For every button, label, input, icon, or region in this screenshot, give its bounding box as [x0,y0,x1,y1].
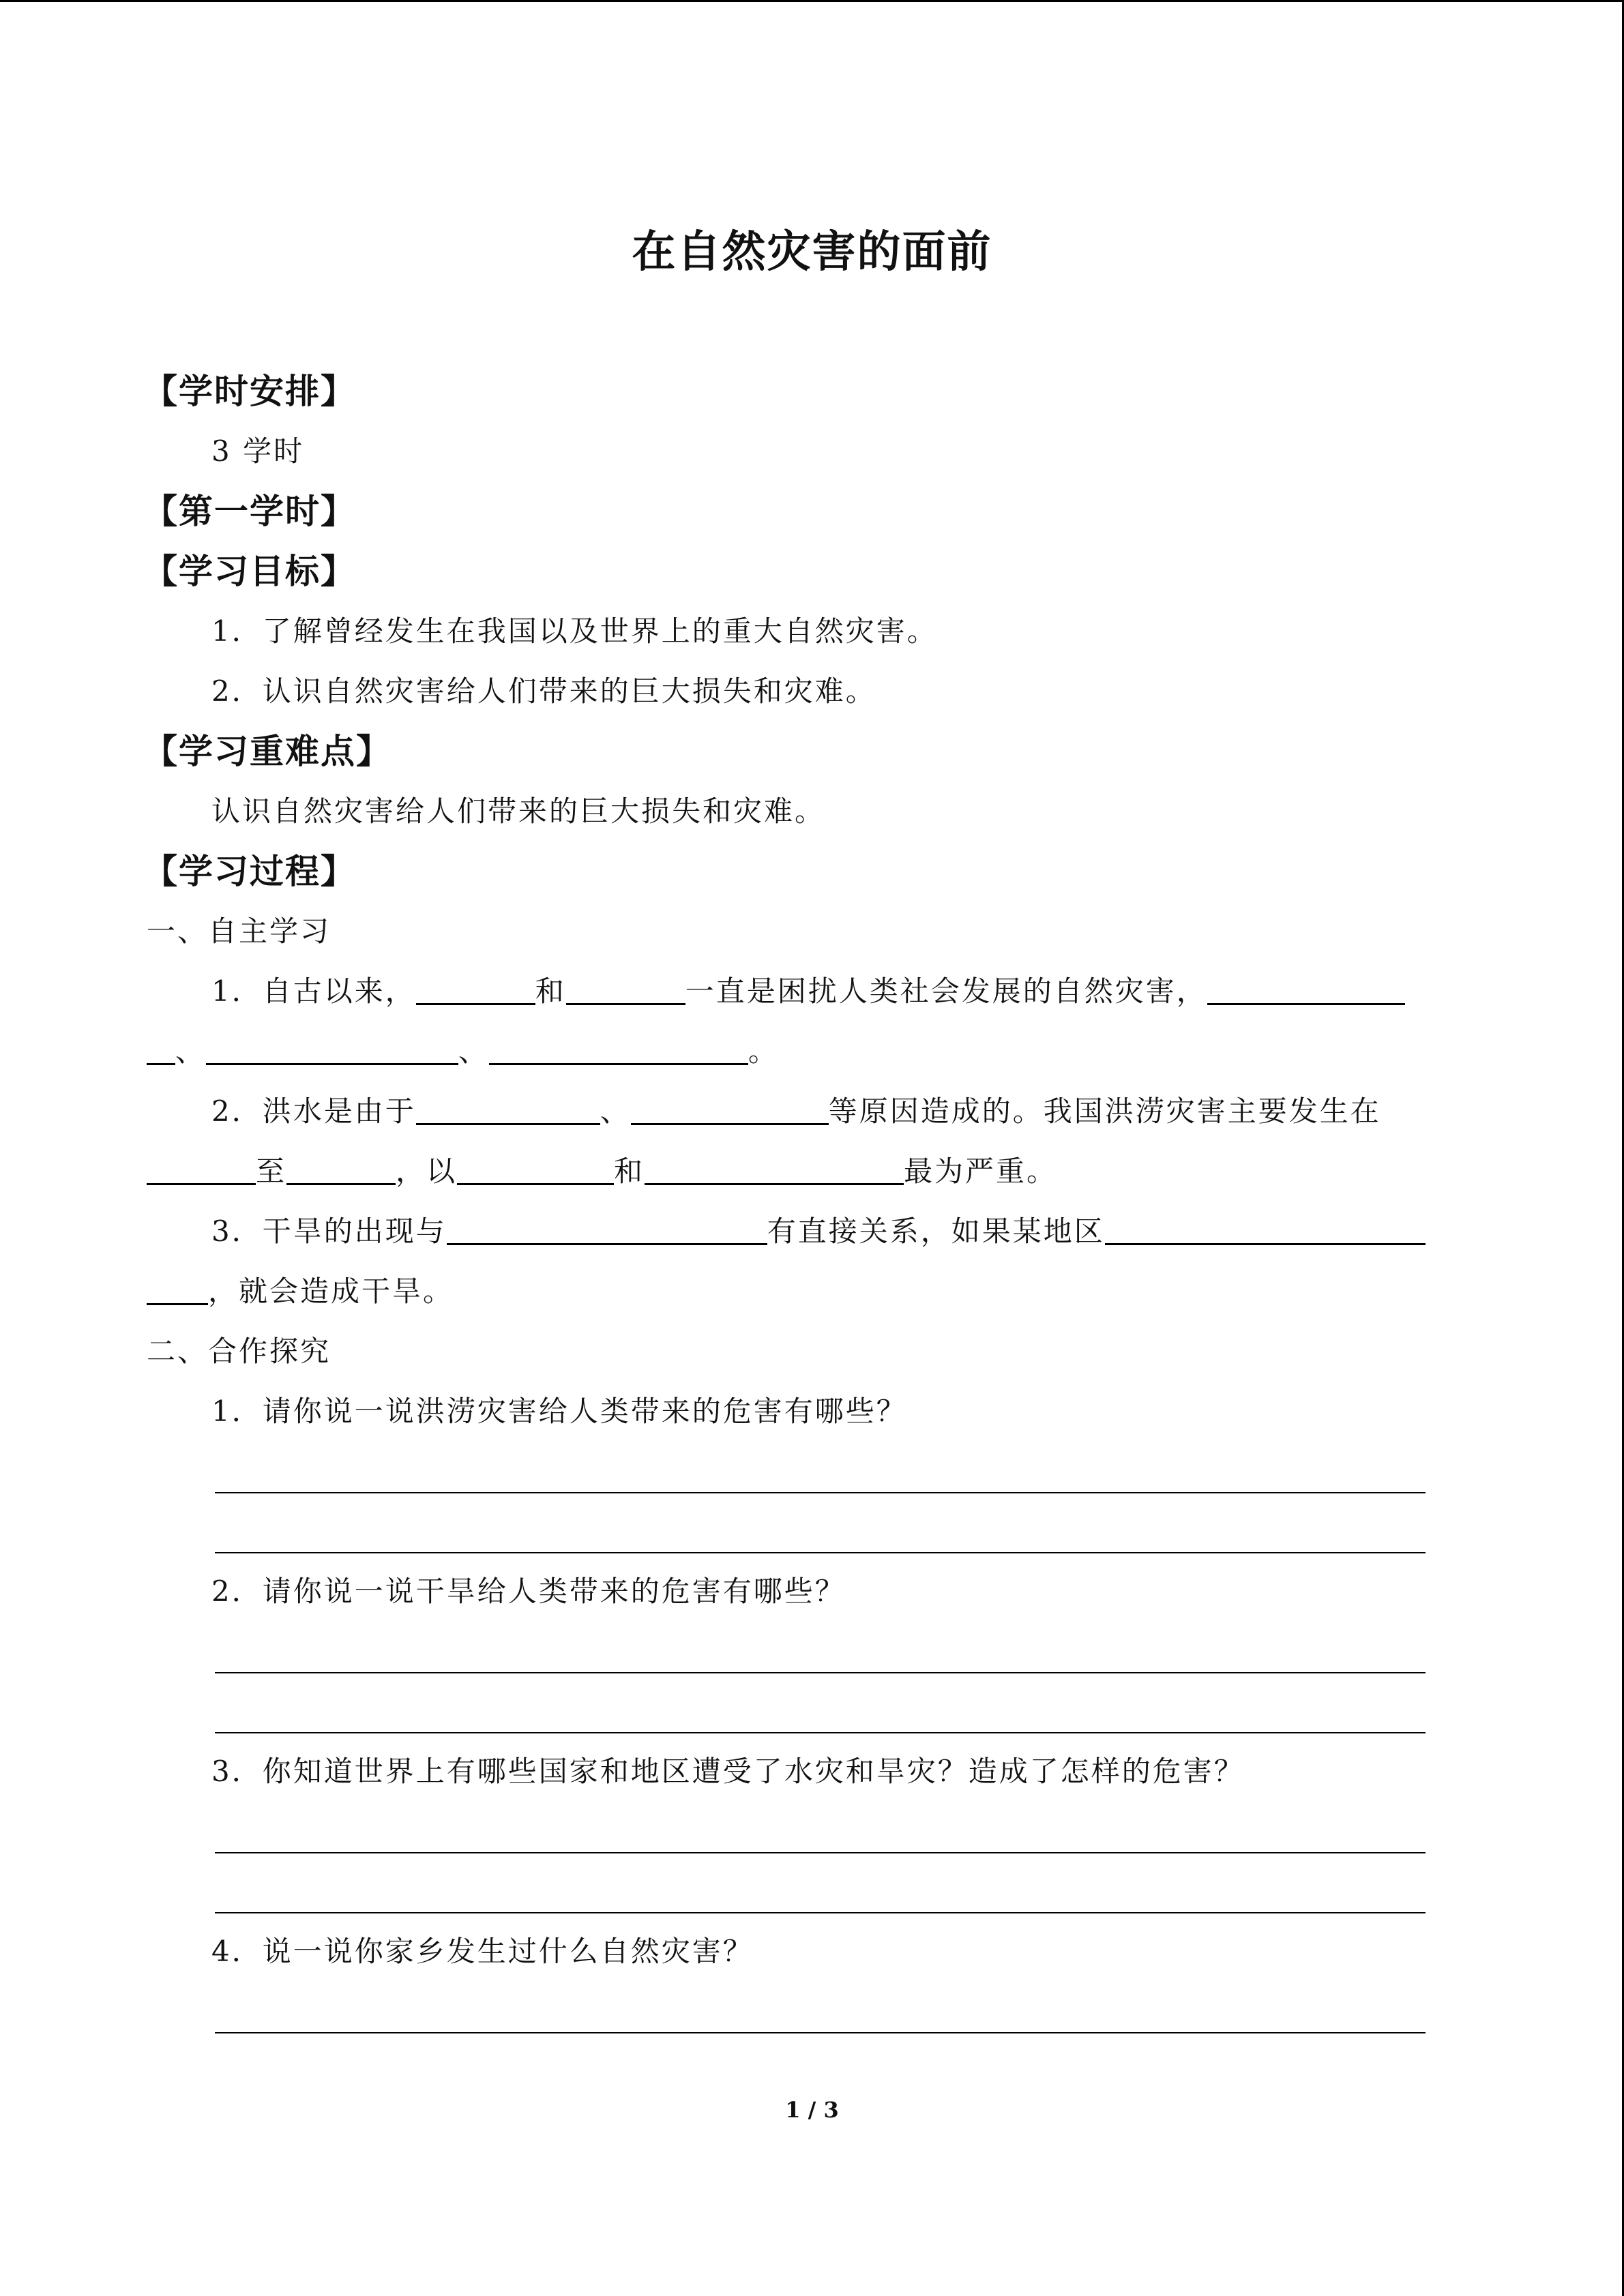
page-title: 在自然灾害的面前 [632,227,992,278]
fill-blank[interactable] [1207,970,1405,1005]
schedule-text: 3 学时 [211,434,305,468]
document-body [143,361,1477,2042]
fill-blank[interactable] [457,1150,614,1185]
self-study-heading: 一、自主学习 [147,914,331,948]
cooperation-heading: 二、合作探究 [147,1335,331,1368]
question-text: 、 [175,1034,207,1068]
question-text: 。 [748,1034,780,1068]
fill-blank[interactable] [447,1210,767,1245]
goal-item: 2．认识自然灾害给人们带来的巨大损失和灾难。 [211,674,876,708]
goal-item: 1．了解曾经发生在我国以及世界上的重大自然灾害。 [211,614,938,648]
question-text: 、 [458,1034,490,1068]
key-points-heading: 【学习重难点】 [143,732,392,771]
fill-blank[interactable] [416,970,535,1005]
schedule-heading: 【学时安排】 [143,372,356,411]
question-text: 等原因造成的。我国洪涝灾害主要发生在 [828,1094,1381,1128]
self-study-question-3 [147,1202,1477,1262]
fill-blank[interactable] [416,1090,600,1125]
question-text: ，就会造成干旱。 [208,1274,454,1308]
answer-line[interactable] [215,1862,1426,1922]
question-text: 、 [600,1094,631,1128]
question-text: 1．自古以来， [211,974,416,1008]
answer-line[interactable] [215,1622,1426,1682]
fill-blank[interactable] [286,1150,396,1185]
self-study-question-3-cont [147,1262,1477,1322]
fill-blank[interactable] [1105,1210,1426,1245]
self-study-question-2 [147,1082,1477,1142]
fill-blank[interactable] [147,1030,175,1065]
self-study-question-2-cont [147,1142,1477,1202]
question-text: ，以 [396,1154,458,1188]
goals-heading: 【学习目标】 [143,552,356,591]
self-study-question-1-cont [147,1022,1477,1082]
fill-blank[interactable] [147,1270,208,1305]
page-number: 1 / 3 [785,2097,839,2123]
fill-blank[interactable] [489,1030,748,1065]
question-text: 2．洪水是由于 [211,1094,416,1128]
answer-line[interactable] [215,1982,1426,2042]
first-period-heading: 【第一学时】 [143,492,356,531]
cooperation-question-2: 2．请你说一说干旱给人类带来的危害有哪些？ [211,1575,846,1608]
process-heading: 【学习过程】 [143,852,356,891]
answer-line[interactable] [215,1802,1426,1862]
cooperation-question-1: 1．请你说一说洪涝灾害给人类带来的危害有哪些？ [211,1395,907,1428]
question-text: 最为严重。 [904,1154,1058,1188]
fill-blank[interactable] [645,1150,904,1185]
cooperation-question-3: 3．你知道世界上有哪些国家和地区遭受了水灾和旱灾？造成了怎样的危害？ [211,1755,1245,1788]
fill-blank[interactable] [147,1150,256,1185]
question-text: 3．干旱的出现与 [211,1214,447,1248]
question-text: 有直接关系，如果某地区 [767,1214,1105,1248]
answer-line[interactable] [215,1502,1426,1562]
cooperation-question-4: 4．说一说你家乡发生过什么自然灾害？ [211,1935,754,1968]
question-text: 和 [614,1154,645,1188]
self-study-question-1 [147,961,1477,1022]
fill-blank[interactable] [206,1030,458,1065]
question-text: 和 [535,974,566,1008]
fill-blank[interactable] [631,1090,829,1125]
fill-blank[interactable] [566,970,685,1005]
answer-line[interactable] [215,1442,1426,1502]
answer-line[interactable] [215,1682,1426,1742]
question-text: 一直是困扰人类社会发展的自然灾害， [685,974,1207,1008]
key-points-text: 认识自然灾害给人们带来的巨大损失和灾难。 [211,794,826,828]
question-text: 至 [256,1154,287,1188]
